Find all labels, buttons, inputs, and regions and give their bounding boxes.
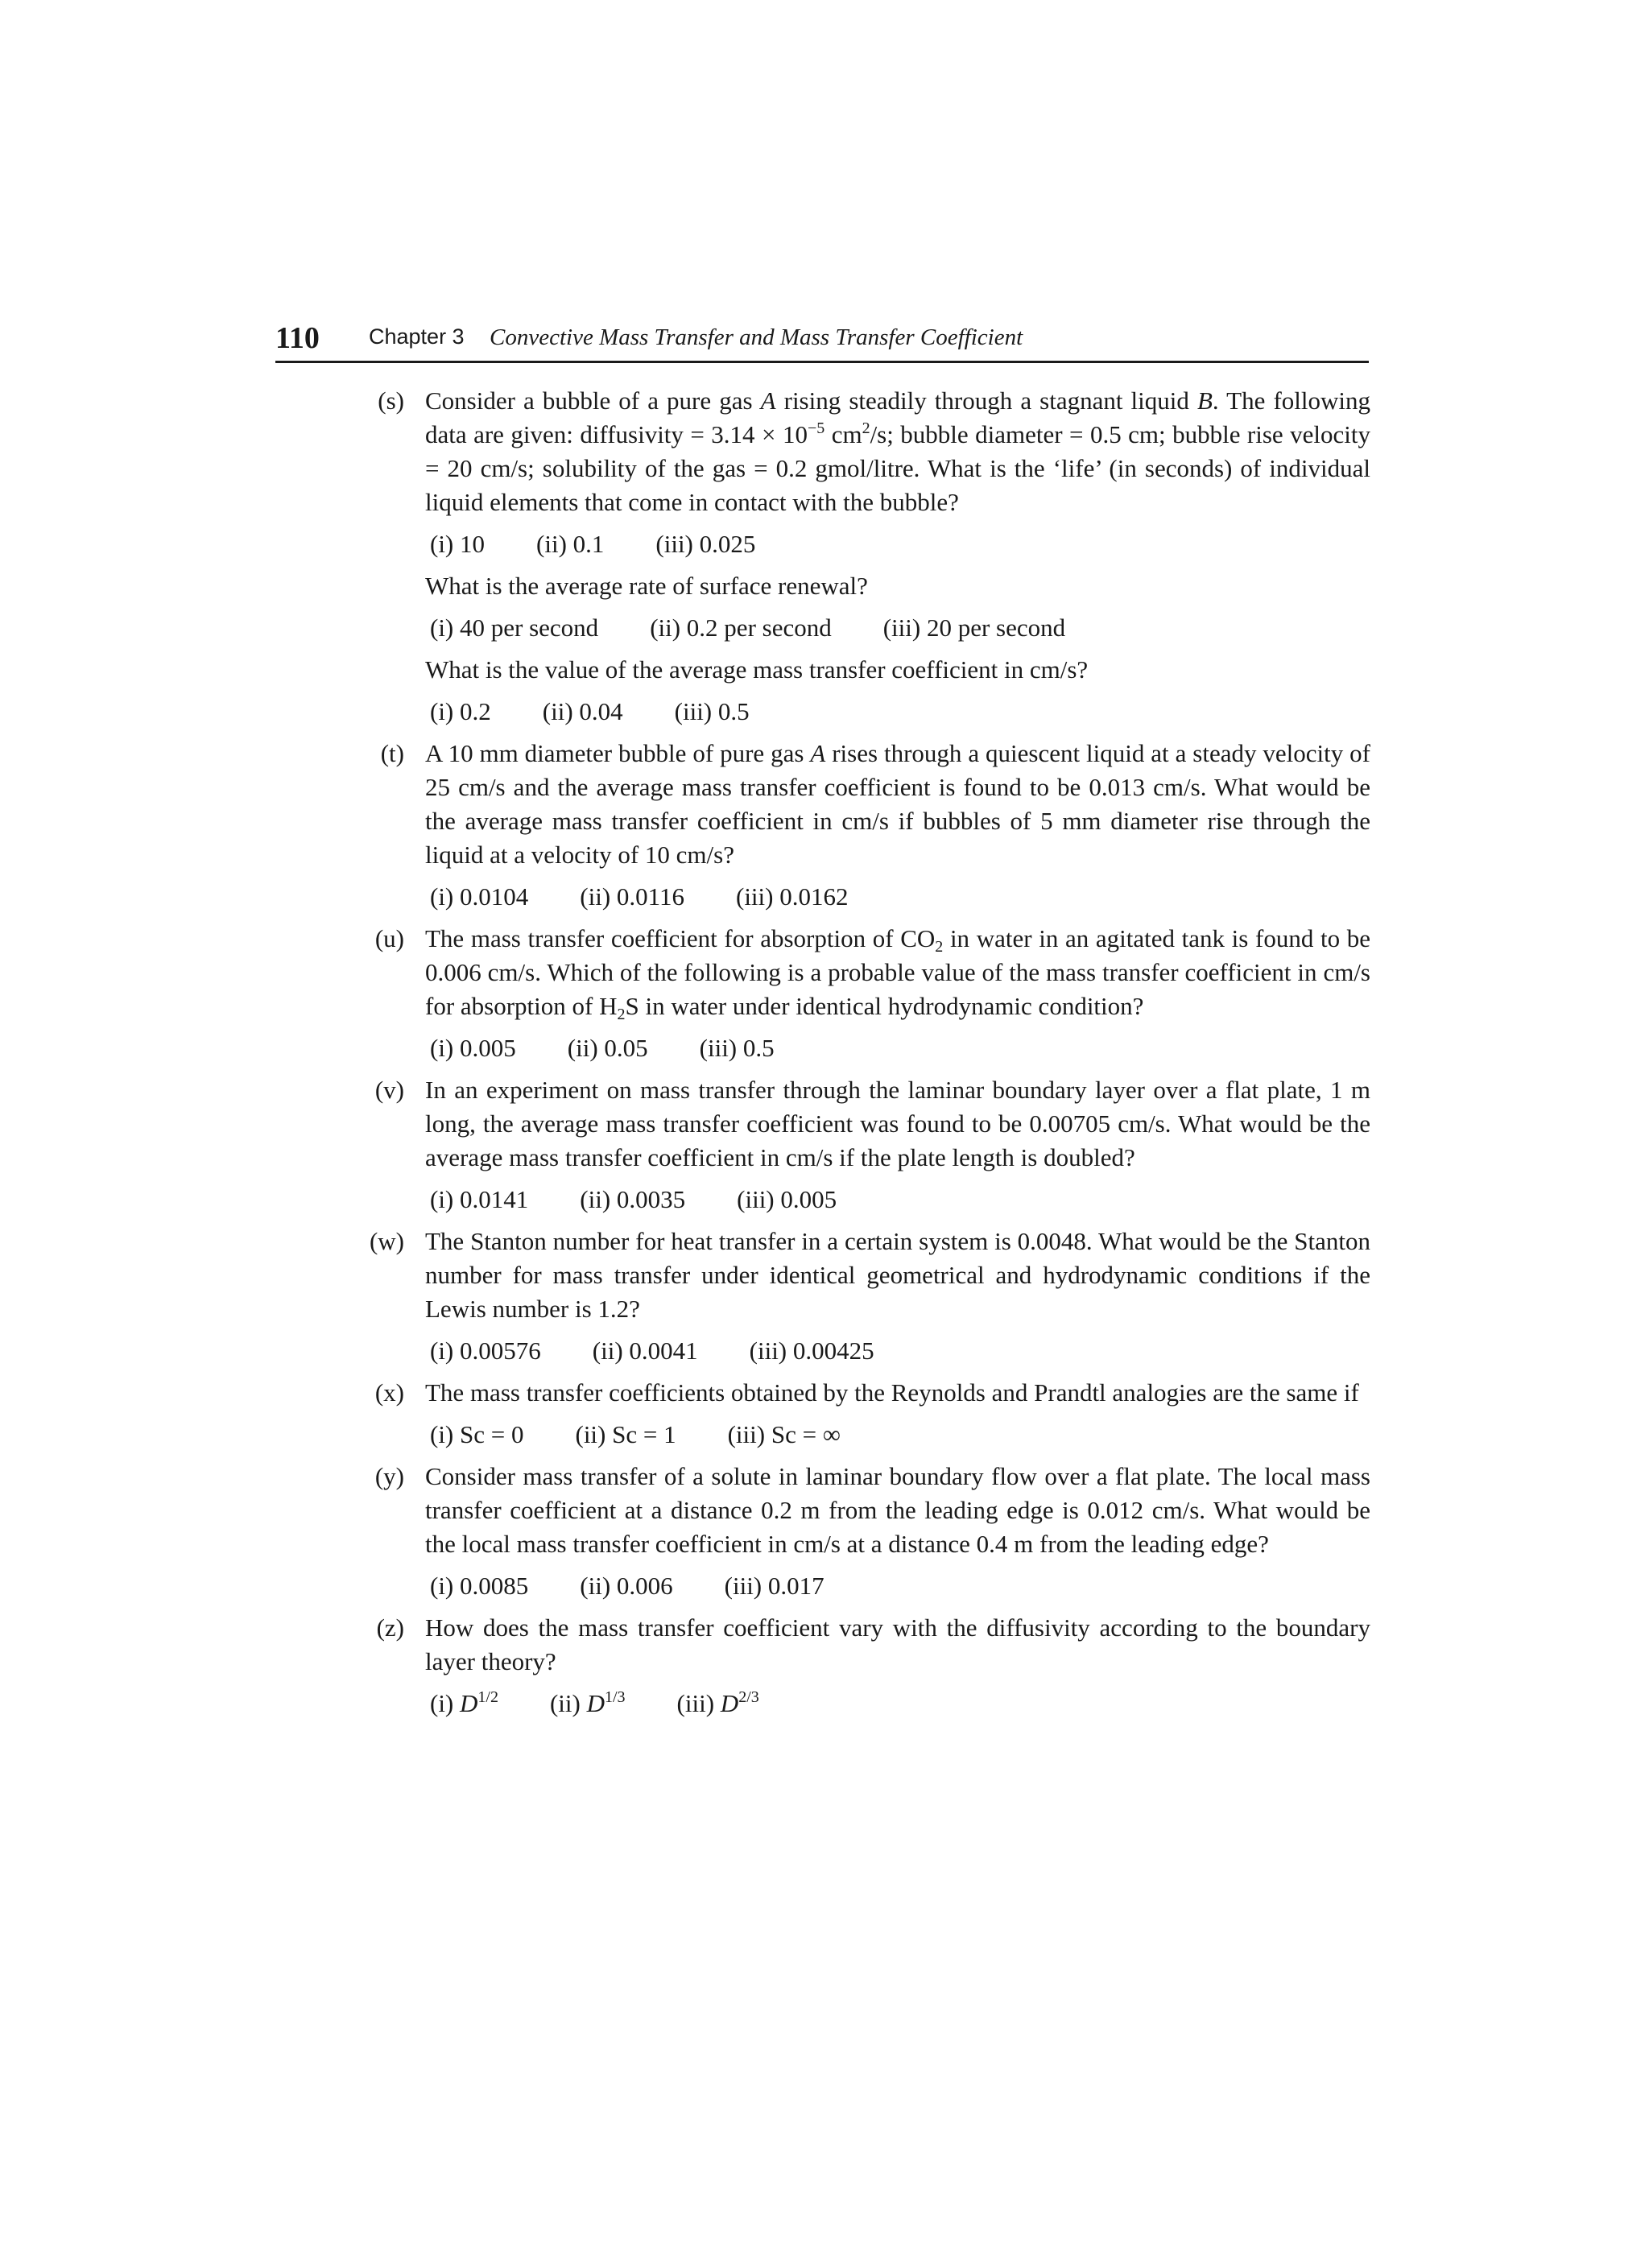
question-w (275, 1225, 1370, 1368)
question-z (275, 1611, 1370, 1721)
option: (i) Sc = 0 (430, 1420, 524, 1448)
answer-options (430, 880, 1370, 914)
question-v (275, 1073, 1370, 1217)
option: (iii) 0.0162 (736, 882, 849, 911)
answer-options (430, 695, 1370, 729)
question-t (275, 737, 1370, 914)
question-list (275, 384, 1370, 1729)
question-text: The mass transfer coefficients obtained by the Reynolds and Prandtl analogies are the same if (425, 1378, 1359, 1407)
option: (i) 10 (430, 530, 486, 558)
option: (i) 40 per second (430, 613, 599, 642)
option: (iii) 20 per second (882, 613, 1066, 642)
option: (iii) 0.025 (655, 530, 756, 558)
chapter-label: Chapter 3 (369, 324, 465, 349)
question-label: (z) (376, 1613, 404, 1642)
option: (i) 0.0141 (430, 1185, 529, 1213)
question-label: (x) (374, 1378, 404, 1407)
option: (i) 0.00576 (430, 1336, 541, 1365)
question-text: The Stanton number for heat transfer in a certain system is 0.0048. What would be the Stanton number for mass transfer under identical geometrical and hydrodynamic conditions if the Lewis number is 1.2? (425, 1227, 1370, 1323)
question-label: (u) (374, 924, 404, 952)
question-x (275, 1376, 1370, 1452)
question-text: The mass transfer coefficient for absorption of $CO_2$ in water in an agitated tank is found to be 0.006 cm/s. Which of the following is a probable value of the mass transfer coefficient in cm/s for absorption of $H_2S$ in water under identical hydrodynamic condition? (425, 924, 1371, 1023)
answer-options (430, 1183, 1370, 1217)
option: (i) 0.2 (430, 697, 491, 725)
question-s (275, 384, 1370, 729)
option: (iii) 0.017 (724, 1572, 824, 1600)
question-label: (y) (374, 1462, 404, 1490)
option: (iii) 0.5 (674, 697, 750, 725)
option: (iii) 0.00425 (749, 1336, 874, 1365)
answer-options (430, 1569, 1370, 1603)
question-label: (v) (374, 1076, 404, 1104)
option: (iii) 0.005 (737, 1185, 837, 1213)
answer-options (430, 1031, 1370, 1065)
question-label: (w) (369, 1227, 404, 1255)
sub-question: What is the value of the average mass transfer coefficient in cm/s? (425, 655, 1089, 684)
question-u (275, 922, 1370, 1065)
option: (ii) 0.0116 (580, 882, 684, 911)
option: (ii) 0.0041 (592, 1336, 698, 1365)
question-text: Consider mass transfer of a solute in laminar boundary flow over a flat plate. The local mass transfer coefficient at a distance 0.2 m from the leading edge is 0.012 cm/s. What would be the local mass transfer coefficient in cm/s at a distance 0.4 m from the leading edge? (425, 1462, 1370, 1558)
option: (ii) 0.2 per second (650, 613, 832, 642)
answer-options (430, 1334, 1370, 1368)
page-header (275, 320, 1369, 363)
sub-question: What is the average rate of surface renewal? (425, 572, 868, 600)
question-text: In an experiment on mass transfer through the laminar boundary layer over a flat plate, 1 m long, the average mass transfer coefficient was found to be 0.00705 cm/s. What would be the average mass transfer coefficient in cm/s if the plate length is doubled? (425, 1076, 1370, 1171)
question-label: (t) (380, 739, 404, 767)
option: (ii) 0.006 (580, 1572, 673, 1600)
option: (ii) Sc = 1 (575, 1420, 676, 1448)
option: (iii) 0.5 (699, 1034, 775, 1062)
option: (i) 0.0085 (430, 1572, 529, 1600)
answer-options (430, 1418, 1370, 1452)
answer-options (430, 1687, 1370, 1721)
question-text: Consider a bubble of a pure gas A rising steadily through a stagnant liquid B. The following data are given: diffusivity = $3.14 \times 10^{-5}$ $cm^2/s$; bubble diameter = 0.5 cm; bubble rise velocity = 20 cm/s; solubility of the gas = 0.2 gmol/litre. What is the ‘life’ (in seconds) of individual liquid elements that come in contact with the bubble? (425, 386, 1370, 516)
option: (i) $D^{1/2}$ (430, 1688, 498, 1717)
option: (ii) 0.05 (567, 1034, 648, 1062)
option: (i) 0.005 (430, 1034, 516, 1062)
answer-options (430, 527, 1370, 561)
option: (iii) Sc = ∞ (727, 1420, 841, 1448)
chapter-title: Convective Mass Transfer and Mass Transfer Coefficient (490, 324, 1023, 350)
option: (ii) 0.0035 (580, 1185, 686, 1213)
option: (ii) 0.1 (536, 530, 605, 558)
question-label: (s) (378, 386, 404, 415)
option: (iii) $D^{2/3}$ (676, 1688, 759, 1717)
option: (ii) $D^{1/3}$ (549, 1688, 626, 1717)
option: (ii) 0.04 (542, 697, 623, 725)
question-text: How does the mass transfer coefficient vary with the diffusivity according to the boundary layer theory? (425, 1613, 1370, 1675)
question-y (275, 1460, 1370, 1603)
page-number: 110 (275, 321, 320, 355)
answer-options (430, 611, 1370, 645)
option: (i) 0.0104 (430, 882, 529, 911)
question-text: A 10 mm diameter bubble of pure gas A rises through a quiescent liquid at a steady velocity of 25 cm/s and the average mass transfer coefficient is found to be 0.013 cm/s. What would be the average mass transfer coefficient in cm/s if bubbles of 5 mm diameter rise through the liquid at a velocity of 10 cm/s? (425, 739, 1370, 869)
